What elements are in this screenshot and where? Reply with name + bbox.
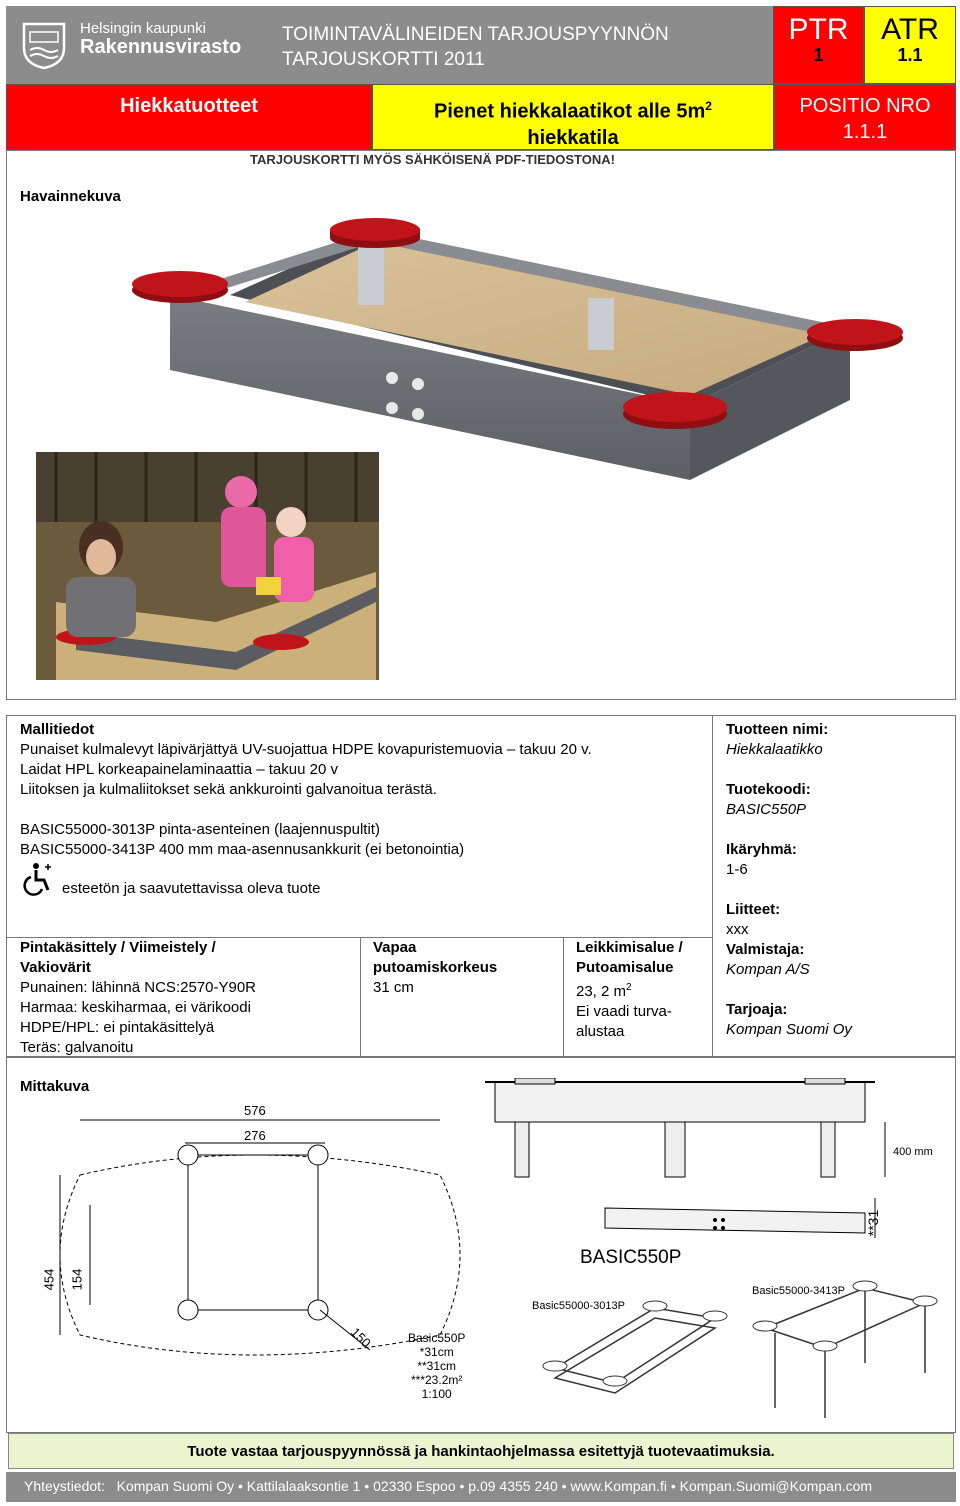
requirement-bar [8, 1433, 954, 1469]
elevation-drawings [485, 1078, 945, 1428]
info-col-divider1 [360, 937, 361, 1057]
model-ground-label: Basic55000-3413P [752, 1285, 845, 1297]
sandbox-photo-image [36, 452, 379, 680]
area-heading-line1: Leikkimisalue / [576, 939, 683, 956]
helsinki-crest-icon [20, 20, 68, 70]
model-section [20, 720, 710, 860]
model-line: Punaiset kulmalevyt läpivärjättyä UV-suojattua HDPE kovapuristemuovia – takuu 20 v. [20, 741, 592, 758]
attachments-label: Liitteet: [726, 901, 781, 918]
area-value: 23, 2 $m^2$ [576, 982, 632, 1000]
model-heading: Mallitiedot [20, 721, 95, 738]
area-note-line2: alustaa [576, 1023, 625, 1040]
dim-154: 154 [69, 1268, 85, 1291]
atr-value: 1.1 [897, 45, 923, 65]
subcategory-line2: hiekkatila [527, 126, 619, 149]
model-line: Laidat HPL korkeapainelaminaattia – takuu 20 v [20, 761, 338, 778]
legend-line: *31cm [419, 1345, 454, 1359]
dim-star: **31 [865, 1209, 882, 1237]
age-group-value: 1-6 [726, 861, 748, 878]
dim-276: 276 [244, 1128, 266, 1143]
logo-city-name: Helsingin kaupunki [80, 20, 206, 37]
title-line1: TOIMINTAVÄLINEIDEN TARJOUSPYYNNÖN [282, 24, 669, 45]
fall-heading-line2: putoamiskorkeus [373, 959, 498, 976]
logo-department-name: Rakennusvirasto [80, 36, 242, 58]
document-title [282, 22, 762, 72]
category-box [6, 84, 372, 150]
position-label: POSITIO NRO [799, 95, 931, 117]
position-text [775, 93, 955, 145]
dim-576: 576 [244, 1103, 266, 1118]
variant-ground: BASIC55000-3413P 400 mm maa-asennusankkurit (ei betonointia) [20, 841, 465, 858]
product-name-label: Tuotteen nimi: [726, 721, 829, 738]
finish-section [20, 938, 355, 1058]
product-code-value: BASIC550P [726, 801, 807, 818]
category-main: Hiekkatuotteet [120, 95, 258, 117]
contact-text: Yhteystiedot: Kompan Suomi Oy • Kattilalaaksontie 1 • 02330 Espoo • p.09 4355 240 • www.Kompan.fi • Kompan.Suomi@Kompan.com [24, 1478, 873, 1494]
ptr-value: 1 [813, 45, 824, 65]
play-area-section [576, 938, 711, 1042]
variant-surface: BASIC55000-3013P pinta-asenteinen (laajennuspultit) [20, 821, 380, 838]
area-note-line1: Ei vaadi turva- [576, 1003, 672, 1020]
finish-line: Teräs: galvanoitu [20, 1039, 134, 1056]
finish-line: HDPE/HPL: ei pintakäsittelyä [20, 1019, 215, 1036]
atr-box [864, 6, 956, 84]
position-box [774, 84, 956, 150]
accessibility-icon [20, 860, 56, 896]
subcategory-line1: Pienet hiekkalaatikot alle 5m [434, 100, 706, 123]
model-line: Liitoksen ja kulmaliitokset sekä ankkurointi galvanoitua terästä. [20, 781, 437, 798]
finish-heading-line1: Pintakäsittely / Viimeistely / [20, 939, 216, 956]
dim-454: 454 [41, 1268, 57, 1291]
model-surface-label: Basic55000-3013P [532, 1300, 625, 1312]
scale-label: Mittakuva [20, 1078, 90, 1095]
legend-line: ***23.2m² [411, 1373, 463, 1387]
contact-bar [6, 1472, 956, 1502]
info-col-divider2 [563, 937, 564, 1057]
bidder-value: Kompan Suomi Oy [726, 1021, 852, 1038]
requirement-text: Tuote vastaa tarjouspyynnössä ja hankintaohjelmassa esitettyjä tuotevaatimuksia. [187, 1443, 775, 1460]
dim-400: 400 mm [893, 1146, 933, 1158]
position-value: 1.1.1 [842, 121, 888, 143]
finish-line: Punainen: lähinnä NCS:2570-Y90R [20, 979, 256, 996]
title-line2: TARJOUSKORTTI 2011 [282, 49, 485, 70]
legend-line: **31cm [417, 1359, 457, 1373]
subcategory-box [372, 84, 774, 150]
info-divider [712, 715, 713, 1057]
manufacturer-value: Kompan A/S [726, 961, 810, 978]
legend-line: Basic550P [408, 1331, 466, 1345]
model-big-label: BASIC550P [580, 1247, 682, 1268]
ptr-label: PTR [788, 13, 849, 46]
atr-label: ATR [881, 13, 939, 46]
dim-150: 150 [347, 1324, 374, 1351]
bidder-label: Tarjoaja: [726, 1001, 788, 1018]
area-heading-line2: Putoamisalue [576, 959, 674, 976]
age-group-label: Ikäryhmä: [726, 841, 797, 858]
manufacturer-label: Valmistaja: [726, 941, 805, 958]
subcategory-sup: 2 [705, 99, 712, 113]
ptr-box [773, 6, 864, 84]
drawing-legend [408, 1331, 465, 1401]
product-code-label: Tuotekoodi: [726, 781, 811, 798]
fall-heading-line1: Vapaa [373, 939, 417, 956]
product-name-value: Hiekkalaatikko [726, 741, 823, 758]
finish-heading-line2: Vakiovärit [20, 959, 91, 976]
legend-line: 1:100 [421, 1387, 452, 1401]
subcategory-text [373, 93, 773, 151]
finish-line: Harmaa: keskiharmaa, ei värikoodi [20, 999, 251, 1016]
accessible-text: esteetön ja saavutettavissa oleva tuote [62, 880, 321, 897]
product-section [726, 720, 951, 1040]
fall-value: 31 cm [373, 979, 414, 996]
fall-height-section [373, 938, 558, 998]
pdf-note: TARJOUSKORTTI MYÖS SÄHKÖISENÄ PDF-TIEDOSTONA! [250, 152, 615, 167]
illustration-label: Havainnekuva [20, 188, 121, 205]
attachments-value: xxx [726, 921, 749, 938]
